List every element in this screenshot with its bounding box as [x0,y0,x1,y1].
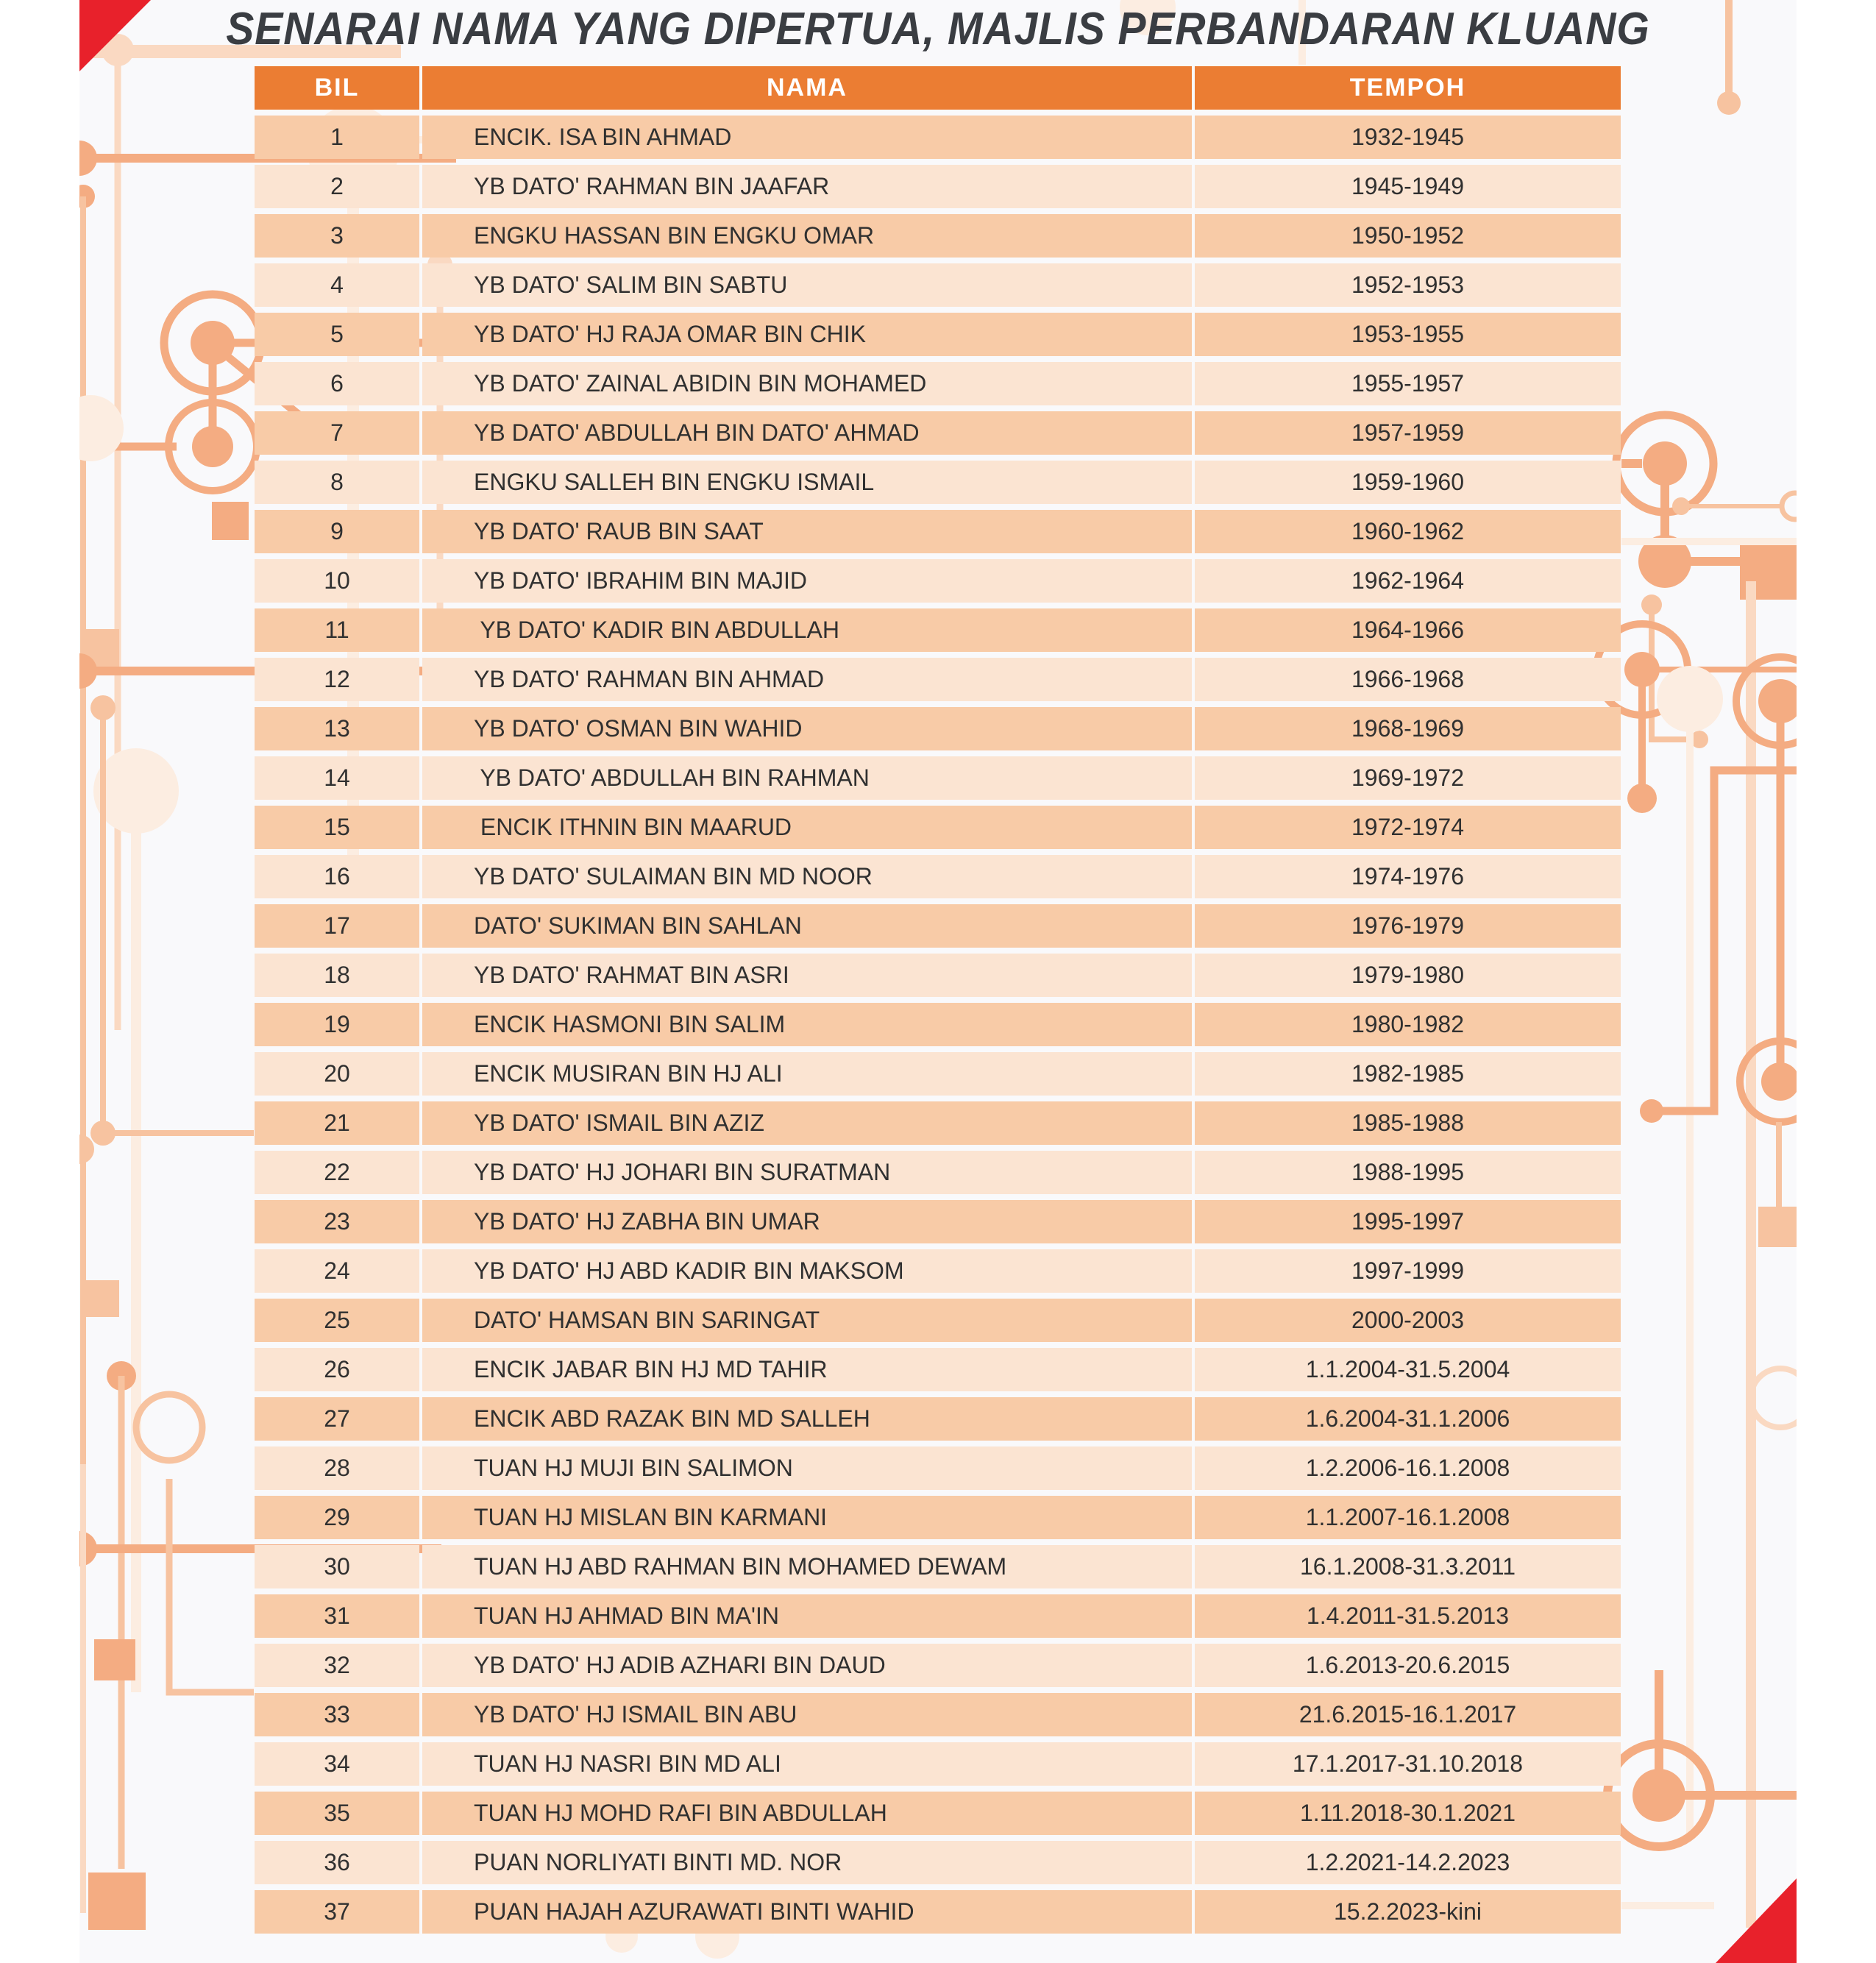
cell-tempoh: 1985-1988 [1195,1101,1621,1145]
cell-tempoh: 1959-1960 [1195,461,1621,504]
cell-nama: YB DATO' RAHMAN BIN AHMAD [422,658,1192,701]
cell-nama: TUAN HJ MUJI BIN SALIMON [422,1446,1192,1490]
cell-tempoh: 1950-1952 [1195,214,1621,258]
cell-tempoh: 1.6.2004-31.1.2006 [1195,1397,1621,1441]
table-row [255,954,1621,997]
cell-nama: PUAN NORLIYATI BINTI MD. NOR [422,1841,1192,1884]
cell-tempoh: 1964-1966 [1195,608,1621,652]
table-row [255,1594,1621,1638]
cell-tempoh: 1966-1968 [1195,658,1621,701]
cell-bil: 26 [255,1348,419,1391]
cell-nama: YB DATO' HJ RAJA OMAR BIN CHIK [422,313,1192,356]
table-row [255,1101,1621,1145]
cell-nama: YB DATO' KADIR BIN ABDULLAH [422,608,1192,652]
cell-bil: 11 [255,608,419,652]
cell-tempoh: 1952-1953 [1195,263,1621,307]
cell-tempoh: 17.1.2017-31.10.2018 [1195,1742,1621,1786]
table-row [255,1693,1621,1736]
cell-bil: 34 [255,1742,419,1786]
cell-tempoh: 1953-1955 [1195,313,1621,356]
cell-bil: 27 [255,1397,419,1441]
cell-nama: YB DATO' IBRAHIM BIN MAJID [422,559,1192,603]
cell-nama: ENGKU HASSAN BIN ENGKU OMAR [422,214,1192,258]
cell-nama: YB DATO' HJ ZABHA BIN UMAR [422,1200,1192,1243]
table-header-row [255,66,1621,110]
cell-bil: 31 [255,1594,419,1638]
cell-bil: 19 [255,1003,419,1046]
cell-nama: YB DATO' ISMAIL BIN AZIZ [422,1101,1192,1145]
cell-bil: 14 [255,756,419,800]
cell-nama: ENCIK MUSIRAN BIN HJ ALI [422,1052,1192,1096]
table-row [255,658,1621,701]
cell-nama: YB DATO' HJ ABD KADIR BIN MAKSOM [422,1249,1192,1293]
table-row [255,855,1621,898]
cell-tempoh: 1974-1976 [1195,855,1621,898]
cell-tempoh: 1.2.2006-16.1.2008 [1195,1446,1621,1490]
cell-tempoh: 1976-1979 [1195,904,1621,948]
cell-bil: 21 [255,1101,419,1145]
cell-nama: PUAN HAJAH AZURAWATI BINTI WAHID [422,1890,1192,1934]
cell-tempoh: 1968-1969 [1195,707,1621,750]
cell-tempoh: 1.1.2004-31.5.2004 [1195,1348,1621,1391]
table-row [255,116,1621,159]
cell-nama: DATO' SUKIMAN BIN SAHLAN [422,904,1192,948]
cell-bil: 23 [255,1200,419,1243]
table-row [255,263,1621,307]
table-row [255,461,1621,504]
table-row [255,1397,1621,1441]
column-header-bil: BIL [255,66,419,110]
table-row [255,1841,1621,1884]
cell-bil: 37 [255,1890,419,1934]
cell-bil: 10 [255,559,419,603]
table-row [255,1792,1621,1835]
cell-bil: 17 [255,904,419,948]
cell-tempoh: 2000-2003 [1195,1299,1621,1342]
table-row [255,904,1621,948]
cell-bil: 6 [255,362,419,405]
cell-tempoh: 1957-1959 [1195,411,1621,455]
cell-nama: TUAN HJ MISLAN BIN KARMANI [422,1496,1192,1539]
cell-tempoh: 1955-1957 [1195,362,1621,405]
cell-nama: YB DATO' RAUB BIN SAAT [422,510,1192,553]
cell-bil: 12 [255,658,419,701]
cell-nama: TUAN HJ MOHD RAFI BIN ABDULLAH [422,1792,1192,1835]
cell-bil: 28 [255,1446,419,1490]
table-row [255,1003,1621,1046]
cell-tempoh: 1945-1949 [1195,165,1621,208]
cell-nama: ENGKU SALLEH BIN ENGKU ISMAIL [422,461,1192,504]
cell-nama: YB DATO' SALIM BIN SABTU [422,263,1192,307]
cell-bil: 7 [255,411,419,455]
cell-nama: ENCIK JABAR BIN HJ MD TAHIR [422,1348,1192,1391]
cell-tempoh: 1969-1972 [1195,756,1621,800]
column-header-nama: NAMA [422,66,1192,110]
cell-tempoh: 1960-1962 [1195,510,1621,553]
table-row [255,608,1621,652]
cell-bil: 16 [255,855,419,898]
cell-tempoh: 1.4.2011-31.5.2013 [1195,1594,1621,1638]
cell-bil: 4 [255,263,419,307]
cell-bil: 25 [255,1299,419,1342]
cell-tempoh: 1932-1945 [1195,116,1621,159]
cell-nama: YB DATO' ABDULLAH BIN DATO' AHMAD [422,411,1192,455]
table-row [255,1052,1621,1096]
cell-nama: YB DATO' HJ ISMAIL BIN ABU [422,1693,1192,1736]
table-row [255,411,1621,455]
table-row [255,165,1621,208]
table-row [255,1545,1621,1588]
cell-tempoh: 1980-1982 [1195,1003,1621,1046]
cell-nama: YB DATO' ABDULLAH BIN RAHMAN [422,756,1192,800]
cell-nama: YB DATO' SULAIMAN BIN MD NOOR [422,855,1192,898]
page-title: SENARAI NAMA YANG DIPERTUA, MAJLIS PERBANDARAN KLUANG [226,4,1650,54]
cell-bil: 5 [255,313,419,356]
table-row [255,1348,1621,1391]
cell-bil: 3 [255,214,419,258]
table-row [255,362,1621,405]
cell-tempoh: 1979-1980 [1195,954,1621,997]
cell-nama: ENCIK ABD RAZAK BIN MD SALLEH [422,1397,1192,1441]
cell-nama: DATO' HAMSAN BIN SARINGAT [422,1299,1192,1342]
cell-tempoh: 1.11.2018-30.1.2021 [1195,1792,1621,1835]
cell-nama: TUAN HJ AHMAD BIN MA'IN [422,1594,1192,1638]
table-row [255,1299,1621,1342]
cell-nama: ENCIK HASMONI BIN SALIM [422,1003,1192,1046]
table-row [255,1446,1621,1490]
cell-bil: 24 [255,1249,419,1293]
table-row [255,806,1621,849]
cell-tempoh: 1.6.2013-20.6.2015 [1195,1644,1621,1687]
cell-tempoh: 1997-1999 [1195,1249,1621,1293]
table-row [255,1742,1621,1786]
cell-tempoh: 1988-1995 [1195,1151,1621,1194]
cell-nama: YB DATO' RAHMAN BIN JAAFAR [422,165,1192,208]
cell-bil: 15 [255,806,419,849]
cell-bil: 9 [255,510,419,553]
cell-nama: YB DATO' OSMAN BIN WAHID [422,707,1192,750]
cell-bil: 22 [255,1151,419,1194]
table-row [255,214,1621,258]
table-row [255,1249,1621,1293]
cell-tempoh: 1962-1964 [1195,559,1621,603]
cell-tempoh: 1995-1997 [1195,1200,1621,1243]
cell-bil: 1 [255,116,419,159]
cell-nama: TUAN HJ ABD RAHMAN BIN MOHAMED DEWAM [422,1545,1192,1588]
cell-bil: 36 [255,1841,419,1884]
table-row [255,510,1621,553]
cell-bil: 18 [255,954,419,997]
table-row [255,1644,1621,1687]
cell-nama: TUAN HJ NASRI BIN MD ALI [422,1742,1192,1786]
cell-bil: 29 [255,1496,419,1539]
table-row [255,1496,1621,1539]
cell-bil: 32 [255,1644,419,1687]
cell-tempoh: 1982-1985 [1195,1052,1621,1096]
cell-nama: YB DATO' RAHMAT BIN ASRI [422,954,1192,997]
cell-bil: 30 [255,1545,419,1588]
cell-tempoh: 15.2.2023-kini [1195,1890,1621,1934]
cell-nama: YB DATO' HJ ADIB AZHARI BIN DAUD [422,1644,1192,1687]
table-row [255,1151,1621,1194]
cell-bil: 13 [255,707,419,750]
table-row [255,313,1621,356]
cell-bil: 20 [255,1052,419,1096]
cell-tempoh: 1972-1974 [1195,806,1621,849]
presidents-table [255,66,1621,1934]
cell-nama: YB DATO' HJ JOHARI BIN SURATMAN [422,1151,1192,1194]
table-row [255,1200,1621,1243]
cell-bil: 35 [255,1792,419,1835]
table-row [255,707,1621,750]
table-row [255,559,1621,603]
cell-nama: ENCIK ITHNIN BIN MAARUD [422,806,1192,849]
cell-tempoh: 1.2.2021-14.2.2023 [1195,1841,1621,1884]
cell-nama: ENCIK. ISA BIN AHMAD [422,116,1192,159]
cell-bil: 8 [255,461,419,504]
cell-bil: 33 [255,1693,419,1736]
cell-tempoh: 16.1.2008-31.3.2011 [1195,1545,1621,1588]
cell-bil: 2 [255,165,419,208]
column-header-tempoh: TEMPOH [1195,66,1621,110]
table-body [255,116,1621,1934]
cell-nama: YB DATO' ZAINAL ABIDIN BIN MOHAMED [422,362,1192,405]
table-row [255,756,1621,800]
table-row [255,1890,1621,1934]
cell-tempoh: 1.1.2007-16.1.2008 [1195,1496,1621,1539]
cell-tempoh: 21.6.2015-16.1.2017 [1195,1693,1621,1736]
